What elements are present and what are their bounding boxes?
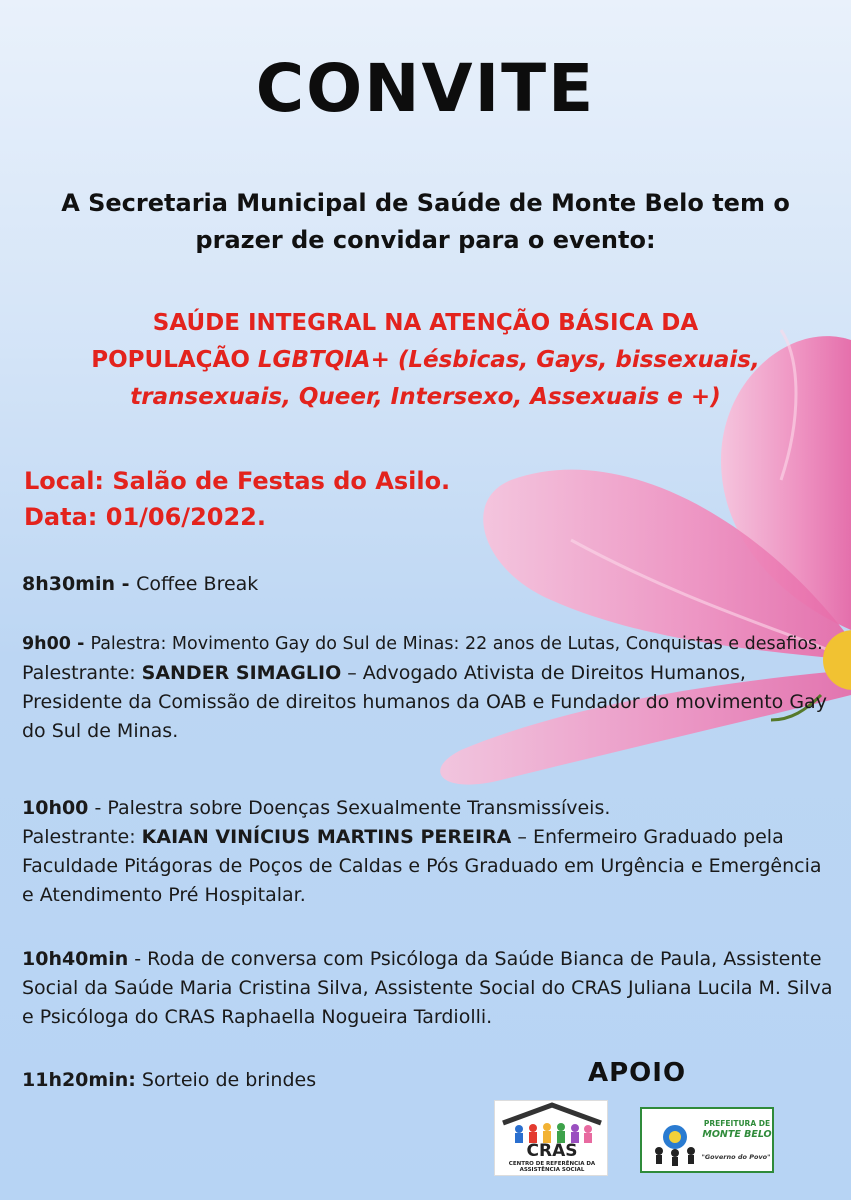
speaker-name: KAIAN VINÍCIUS MARTINS PEREIRA: [141, 826, 512, 848]
cras-logo: [494, 1100, 608, 1176]
schedule-time: 10h00: [22, 797, 89, 819]
intro-line-1: A Secretaria Municipal de Saúde de Monte Belo tem o: [61, 189, 790, 217]
schedule-item-4: [22, 945, 837, 1032]
event-local: Local: Salão de Festas do Asilo.: [24, 467, 451, 495]
speaker-label: Palestrante:: [22, 662, 142, 684]
schedule-time: 8h30min -: [22, 573, 137, 595]
event-place-date: [24, 463, 450, 535]
schedule-time: 10h40min: [22, 948, 129, 970]
event-line-3: [20, 379, 831, 416]
intro-line-2: prazer de convidar para o evento:: [195, 226, 656, 254]
schedule-item-5: [22, 1066, 562, 1095]
schedule-text: Palestra: Movimento Gay do Sul de Minas: 22 anos de Lutas, Conquistas e desafios.: [90, 634, 823, 654]
prefeitura-line-2: MONTE BELO: [702, 1129, 772, 1140]
speaker-label: Palestrante:: [22, 826, 142, 848]
prefeitura-logo: [640, 1107, 774, 1173]
event-line-2-prefix: POPULAÇÃO: [91, 347, 258, 373]
event-line-3-italic: transexuais, Queer, Intersexo, Assexuais e +): [130, 384, 721, 410]
schedule-item-3: [22, 794, 837, 910]
cras-subtitle: CENTRO DE REFERÊNCIA DA ASSISTÊNCIA SOCIAL: [508, 1161, 596, 1173]
event-line-2-italic: LGBTQIA+ (Lésbicas, Gays, bissexuais,: [257, 347, 760, 373]
support-label: APOIO: [588, 1058, 687, 1088]
prefeitura-line-1: PREFEITURA DE: [703, 1119, 771, 1128]
schedule-text: - Roda de conversa com Psicóloga da Saúde Bianca de Paula, Assistente Social da Saúde Maria Cristina Silva, Assistente Social do CRAS Juliana Lucila M. Silva e Psicóloga do CRAS Raphaella Nogueira Tardiolli.: [22, 948, 833, 1028]
intro-text: [20, 185, 831, 259]
schedule-text: - Palestra sobre Doenças Sexualmente Transmissíveis.: [88, 797, 611, 819]
schedule-text: Coffee Break: [136, 573, 259, 595]
schedule-time: 9h00 -: [22, 634, 91, 654]
event-line-1: SAÚDE INTEGRAL NA ATENÇÃO BÁSICA DA: [152, 310, 699, 336]
event-title: [20, 305, 831, 416]
speaker-desc: – Enfermeiro Graduado pela Faculdade Pitágoras de Poços de Caldas e Pós Graduado em Urgência e Emergência e Atendimento Pré Hospitalar.: [22, 826, 822, 906]
speaker-desc: – Advogado Ativista de Direitos Humanos, Presidente da Comissão de direitos humanos da OAB e Fundador do movimento Gay do Sul de Minas.: [22, 662, 827, 742]
schedule-time: 11h20min:: [22, 1069, 136, 1091]
prefeitura-emblem-icon: [650, 1119, 700, 1167]
cras-name: CRAS: [526, 1141, 578, 1161]
event-line-2: [20, 342, 831, 379]
prefeitura-slogan: "Governo do Povo": [701, 1153, 771, 1161]
schedule-item-1: [22, 570, 837, 599]
speaker-name: SANDER SIMAGLIO: [141, 662, 342, 684]
schedule-item-2: [22, 630, 837, 746]
event-date: Data: 01/06/2022.: [24, 503, 266, 531]
page-title: CONVITE: [255, 50, 596, 127]
schedule-text: Sorteio de brindes: [135, 1069, 317, 1091]
